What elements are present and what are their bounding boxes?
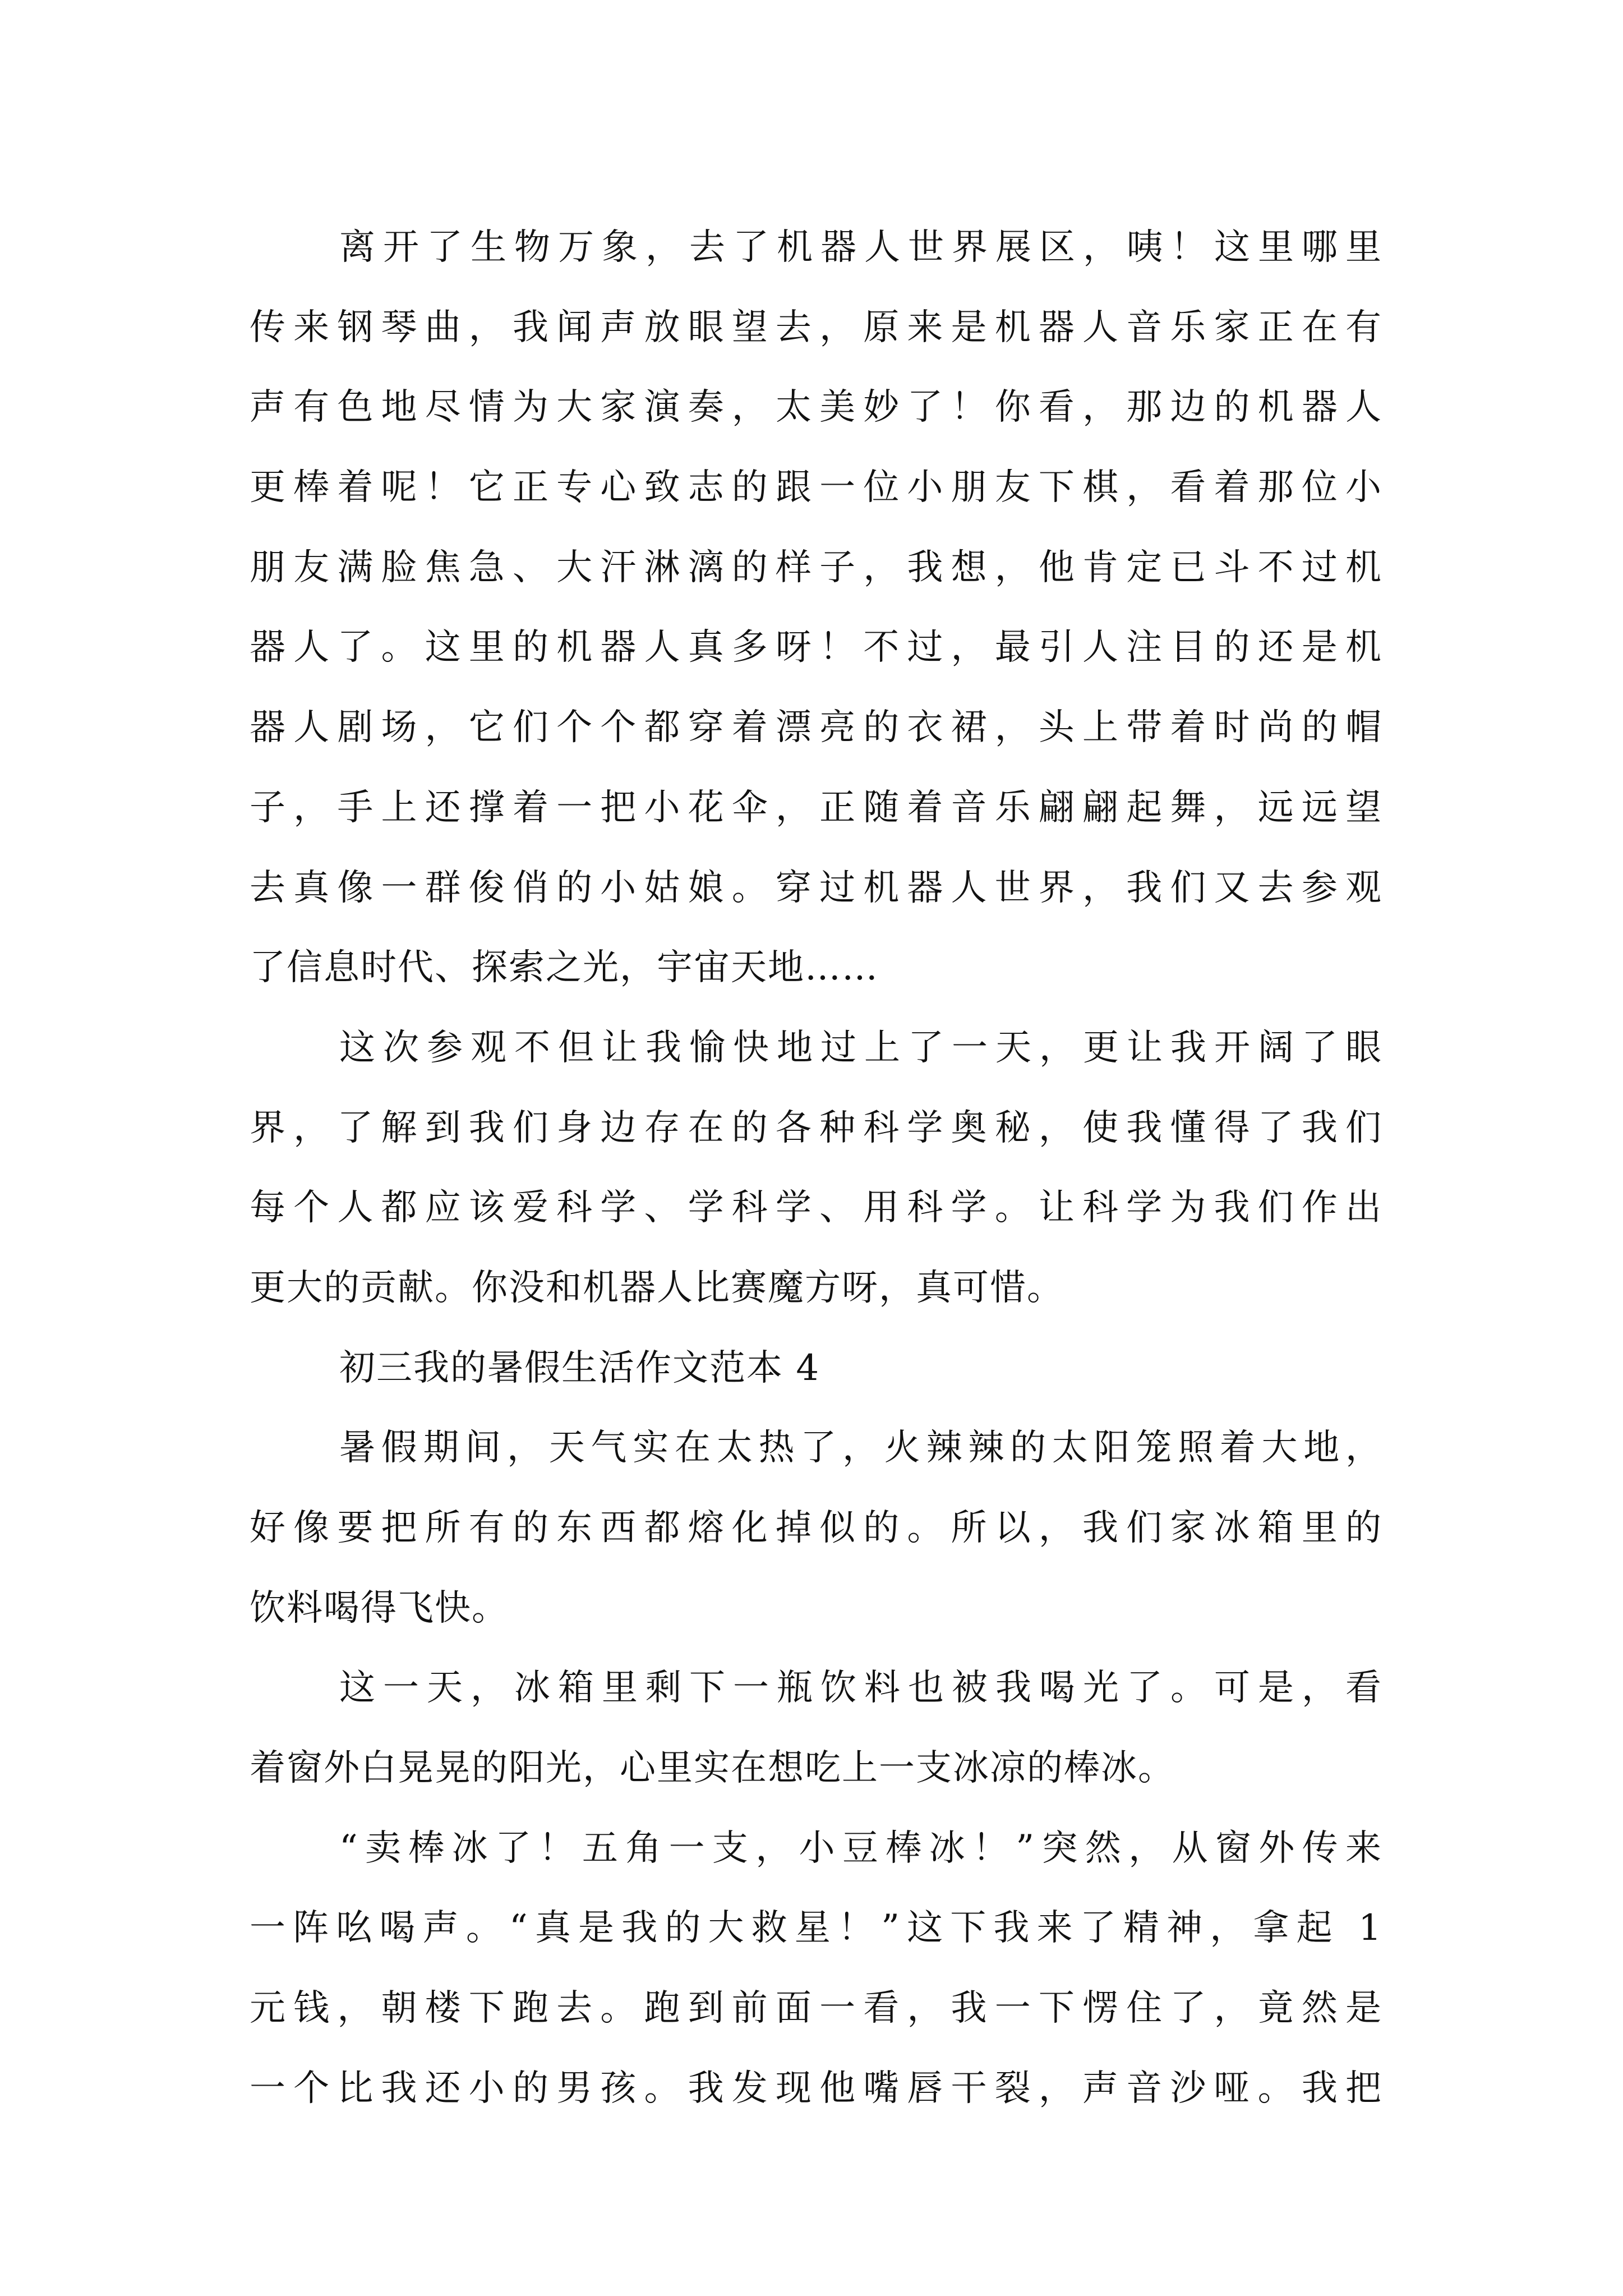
- paragraph-line: 器人了。这里的机器人真多呀！不过，最引人注目的还是机: [250, 627, 1382, 669]
- paragraph-line: 一阵吆喝声。“真是我的大救星！”这下我来了精神，拿起 1: [250, 1907, 1382, 1949]
- paragraph-line: 更棒着呢！它正专心致志的跟一位小朋友下棋，看着那位小: [250, 467, 1382, 509]
- paragraph-line: 器人剧场，它们个个都穿着漂亮的衣裙，头上带着时尚的帽: [250, 707, 1382, 749]
- paragraph-line: 着窗外白晃晃的阳光，心里实在想吃上一支冰凉的棒冰。: [250, 1747, 1175, 1789]
- paragraph-line: 传来钢琴曲，我闻声放眼望去，原来是机器人音乐家正在有: [250, 306, 1382, 348]
- paragraph-line: 暑假期间，天气实在太热了，火辣辣的太阳笼照着大地，: [339, 1427, 1382, 1469]
- paragraph-line: “卖棒冰了！五角一支，小豆棒冰！”突然，从窗外传来: [339, 1827, 1382, 1869]
- paragraph-line: 朋友满脸焦急、大汗淋漓的样子，我想，他肯定已斗不过机: [250, 546, 1382, 588]
- paragraph-line: 声有色地尽情为大家演奏，太美妙了！你看，那边的机器人: [250, 386, 1382, 429]
- paragraph-line: 好像要把所有的东西都熔化掉似的。所以，我们家冰箱里的: [250, 1507, 1382, 1549]
- paragraph-line: 离开了生物万象，去了机器人世界展区，咦！这里哪里: [339, 227, 1382, 268]
- paragraph-line: 去真像一群俊俏的小姑娘。穿过机器人世界，我们又去参观: [250, 867, 1382, 909]
- paragraph-line: 一个比我还小的男孩。我发现他嘴唇干裂，声音沙哑。我把: [250, 2067, 1382, 2109]
- paragraph-line: 子，手上还撑着一把小花伞，正随着音乐翩翩起舞，远远望: [250, 786, 1382, 829]
- paragraph-line: 这一天，冰箱里剩下一瓶饮料也被我喝光了。可是，看: [339, 1667, 1382, 1709]
- paragraph-line: 了信息时代、探索之光，宇宙天地……: [250, 947, 879, 989]
- paragraph-line: 这次参观不但让我愉快地过上了一天，更让我开阔了眼: [339, 1027, 1382, 1069]
- paragraph-line: 元钱，朝楼下跑去。跑到前面一看，我一下愣住了，竟然是: [250, 1987, 1382, 2030]
- paragraph-line: 界，了解到我们身边存在的各种科学奥秘，使我懂得了我们: [250, 1107, 1382, 1149]
- section-heading: 初三我的暑假生活作文范本 4: [339, 1347, 820, 1389]
- paragraph-line: 饮料喝得飞快。: [250, 1587, 509, 1629]
- paragraph-line: 每个人都应该爱科学、学科学、用科学。让科学为我们作出: [250, 1187, 1382, 1229]
- paragraph-line: 更大的贡献。你没和机器人比赛魔方呀，真可惜。: [250, 1267, 1064, 1309]
- document-body: [250, 208, 1382, 2129]
